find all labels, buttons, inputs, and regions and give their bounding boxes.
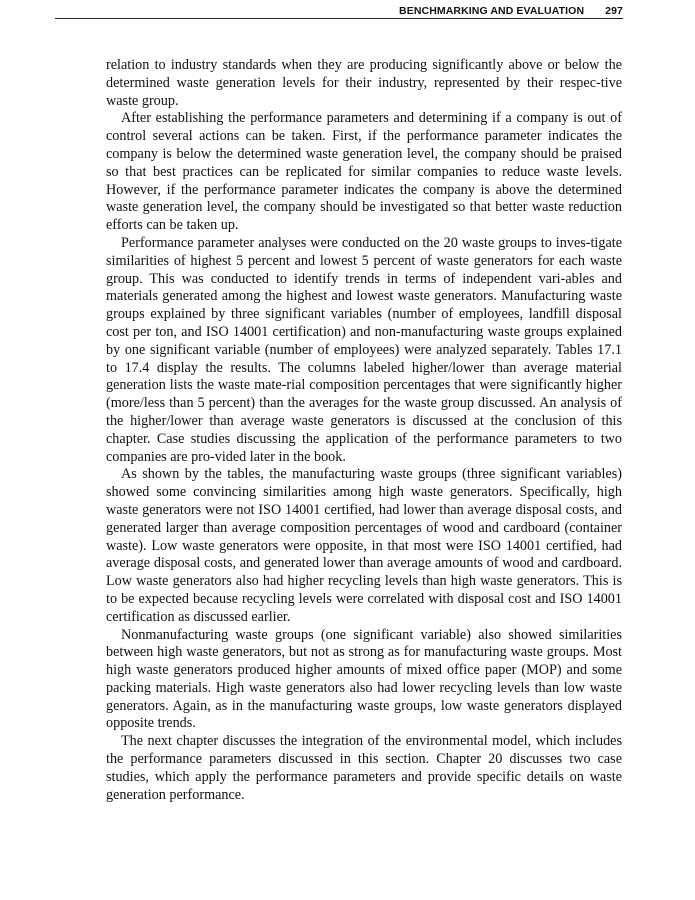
paragraph-manufacturing-results: As shown by the tables, the manufacturing waste groups (three significant variables) showed some convincing similarities among high waste generators. Specifically, high waste generators were not ISO 14001 certified, had lower than average disposal costs, and generated larger than average composition percentages of wood and cardboard (container waste). Low waste generators were opposite, in that most were ISO 14001 certified, had average disposal costs, and generated lower than average amounts of wood and cardboard. Low waste generators also had higher recycling levels than high waste generators. This is to be expected because recycling levels were correlated with disposal cost and ISO 14001 certification as discussed earlier.: [106, 466, 622, 625]
paragraph-analysis-method: Performance parameter analyses were conducted on the 20 waste groups to inves-tigate similarities of highest 5 percent and lowest 5 percent of waste generators for each waste group. This was conducted to identify trends in terms of independent vari-ables and materials generated among the highest and lowest waste generators. Manufacturing waste groups explained by three significant variables (number of employees, landfill disposal cost per ton, and ISO 14001 certification) and non-manufacturing waste groups explained by one significant variable (number of employees) were analyzed separately. Tables 17.1 to 17.4 display the results. The columns labeled higher/lower than average material generation lists the waste mate-rial composition percentages that were significantly higher (more/less than 5 percent) than the averages for the waste group discussed. An analysis of the higher/lower than average waste generators is discussed at the conclusion of this chapter. Case studies discussing the application of the performance parameters to two companies are pro-vided later in the book.: [106, 234, 622, 465]
paragraph-nonmanufacturing-results: Nonmanufacturing waste groups (one significant variable) also showed similarities between high waste generators, but not as strong as for manufacturing waste groups. Most high waste generators produced higher amounts of mixed office paper (MOP) and some packing materials. High waste generators also had lower recycling levels than low waste generators. Again, as in the manufacturing waste groups, low waste generators displayed opposite trends.: [106, 626, 622, 732]
page-number: 297: [605, 5, 623, 17]
chapter-title: BENCHMARKING AND EVALUATION: [399, 5, 585, 17]
paragraph-next-chapter: The next chapter discusses the integration of the environmental model, which includes the performance parameters discussed in this section. Chapter 20 discusses two case studies, which apply the performance parameters and provide specific details on waste generation performance.: [106, 733, 622, 803]
paragraph-continued: relation to industry standards when they are producing significantly above or below the determined waste generation levels for their industry, represented by their respec-tive waste group.: [106, 57, 622, 109]
paragraph-control-actions: After establishing the performance parameters and determining if a company is out of control several actions can be taken. First, if the performance parameter indicates the company is below the determined waste generation level, the company should be praised so that best practices can be replicated for similar companies to reduce waste levels. However, if the performance parameter indicates the company is above the determined waste generation level, the company should be investigated so that better waste reduction efforts can be taken up.: [106, 110, 622, 234]
running-header: [55, 4, 623, 19]
body-text: [106, 57, 622, 804]
